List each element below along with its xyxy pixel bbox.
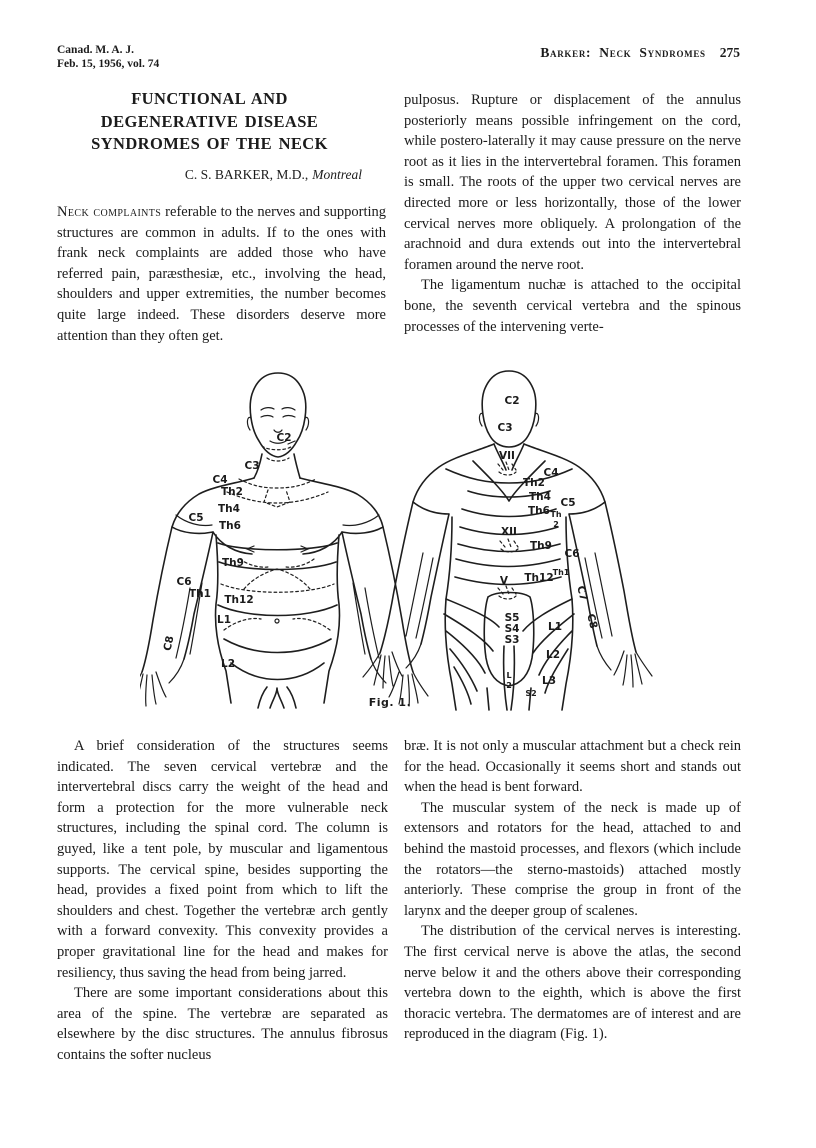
- byline-place: Montreal: [312, 166, 362, 182]
- journal-issue: Feb. 15, 1956, vol. 74: [57, 58, 160, 70]
- dermatome-label: Th6: [219, 520, 241, 532]
- paragraph: The ligamentum nuchæ is attached to the occipital bone, the seventh cervical vertebra and the spinous processes of the intervening verte-: [404, 277, 741, 335]
- dermatome-label: S3: [504, 634, 520, 646]
- dermatome-label: Th9: [530, 540, 552, 552]
- dermatome-label: C4: [543, 467, 559, 479]
- dermatome-label: S4: [504, 623, 520, 635]
- title-line: DEGENERATIVE DISEASE: [100, 111, 319, 131]
- paragraph: pulposus. Rupture or displacement of the annulus posteriorly means possible infringement on the cord, while postero-laterally it may cause pressure on the nerve root as it lies in the intervertebral foramen. This foramen is small. The roots of the upper two cervical nerves are directed more or less horizontally, those of the lower cervical nerves more obliquely. A prolongation of the arachnoid and dura extends out into the intervertebral foramen around the nerve root.: [404, 92, 741, 273]
- title-line: FUNCTIONAL AND: [131, 89, 288, 108]
- front-forearm-lines: [176, 515, 379, 658]
- dermatome-label: Th2: [221, 486, 243, 498]
- dermatome-label: Th2: [523, 477, 545, 489]
- back-body-drawing: [363, 371, 652, 710]
- dermatome-label: C2: [504, 395, 520, 407]
- dermatome-label: C5: [188, 512, 204, 524]
- dermatome-label: C5: [560, 497, 576, 509]
- left-column-top: [57, 88, 386, 346]
- paragraph: The muscular system of the neck is made up of extensors and rotators for the head, attached to and behind the mastoid processes, and flexors (which include the rotators—the sterno-mastoids) attached mostly anteriorly. These comprise the group in front of the larynx and the deeper group of scalenes.: [404, 799, 741, 919]
- dermatome-label: Th9: [222, 557, 244, 569]
- running-head: [540, 45, 740, 61]
- dermatome-label: L: [506, 671, 512, 680]
- front-head-outline: [250, 373, 306, 457]
- paragraph: A brief consideration of the structures seems indicated. The seven cervical vertebræ and the intervertebral discs carry the weight of the head and form a protection for the more vulnerable neck structures, including the spinal cord. The column is guyed, like a tent pole, by muscular and ligamentous supports. The cervical spine, besides supporting the head, provides a fixed point from which to lift the shoulders and chest. Together the vertebræ arch gently with a forward convexity. This convexity provides a proper gravitational line for the head and makes for resiliency, thus saving the head from being jarred.: [57, 738, 388, 981]
- journal-citation: [57, 43, 159, 71]
- dermatome-label: C6: [176, 576, 192, 588]
- dermatome-label: XII: [501, 526, 517, 538]
- dermatome-label: 2: [553, 520, 559, 529]
- paragraph: There are some important considerations about this area of the spine. The vertebræ are separated as elsewhere by the disc structures. The annulus fibrosus contains the softer nucleus: [57, 985, 388, 1063]
- dermatome-label: V: [499, 575, 509, 587]
- dermatome-label: C4: [212, 474, 228, 486]
- figure-svg: [140, 366, 690, 718]
- front-ears: [247, 417, 308, 430]
- paragraph: [57, 202, 386, 346]
- dermatome-label: L1: [548, 621, 562, 633]
- dermatome-label: C3: [497, 422, 513, 434]
- right-column-bottom: [404, 736, 741, 1045]
- dermatome-label: C6: [564, 548, 580, 560]
- page-number: 275: [719, 45, 740, 60]
- dermatome-label: L3: [542, 675, 556, 687]
- lead-phrase: Neck complaints: [57, 204, 162, 221]
- back-figure-labels: [497, 395, 599, 698]
- dermatome-label: C2: [276, 432, 292, 444]
- front-arms: [142, 527, 413, 672]
- paragraph: The distribution of the cervical nerves is interesting. The first cervical nerve is above the atlas, the second nerve below it and the others above their corresponding vertebra down to the eighth, which is above the first thoracic vertebra. The dermatomes are of interest and are reproduced in the diagram (Fig. 1).: [404, 923, 741, 1043]
- dermatome-label: Th12: [524, 572, 554, 584]
- right-column-top: [404, 90, 741, 337]
- dermatome-label: L2: [221, 658, 235, 670]
- dermatome-label: Th4: [218, 503, 240, 515]
- dermatome-label: Th4: [529, 491, 551, 503]
- title-line: SYNDROMES OF THE NECK: [91, 134, 328, 153]
- dermatome-label: C8: [584, 612, 600, 631]
- dermatome-label: Th1: [189, 588, 211, 600]
- dermatome-label: Th6: [528, 505, 550, 517]
- dermatome-label: Th12: [224, 594, 254, 606]
- dermatome-label: C3: [244, 460, 260, 472]
- dermatome-label: C8: [161, 634, 177, 652]
- navel: [275, 619, 279, 623]
- dermatome-label: S5: [504, 612, 520, 624]
- dermatome-label: L2: [546, 649, 560, 661]
- back-head-outline: [482, 371, 536, 447]
- front-shoulders: [172, 478, 383, 527]
- dermatome-label: Th: [550, 510, 562, 519]
- dermatome-label: L1: [217, 614, 231, 626]
- paragraph-text: referable to the nerves and supporting structures are common in adults. If to the ones with frank neck complaints are added those who have referred pain, paræsthesiæ, etc., involving the head, shoulders and upper extremities, the number becomes quite large indeed. These disorders deserve more attention than they often get.: [57, 204, 386, 344]
- figure-caption: Fig. 1.: [368, 696, 412, 709]
- paragraph: bræ. It is not only a muscular attachment but a check rein for the head. Occasionally it seems short and stands out when the head is bent forward.: [404, 738, 741, 796]
- byline: [57, 165, 386, 186]
- dermatome-label: C7: [574, 584, 590, 603]
- journal-name: Canad. M. A. J.: [57, 44, 134, 56]
- front-legs: [258, 687, 296, 708]
- running-head-text: Barker: Neck Syndromes: [540, 45, 706, 60]
- dermatome-label: Th1: [552, 568, 570, 577]
- dermatome-label: 2: [506, 681, 512, 690]
- dermatome-label: VII: [499, 450, 515, 462]
- byline-author: C. S. BARKER, M.D.,: [184, 166, 309, 182]
- left-column-bottom: [57, 736, 388, 1066]
- article-title: [57, 88, 386, 156]
- dermatome-label: S2: [525, 689, 537, 698]
